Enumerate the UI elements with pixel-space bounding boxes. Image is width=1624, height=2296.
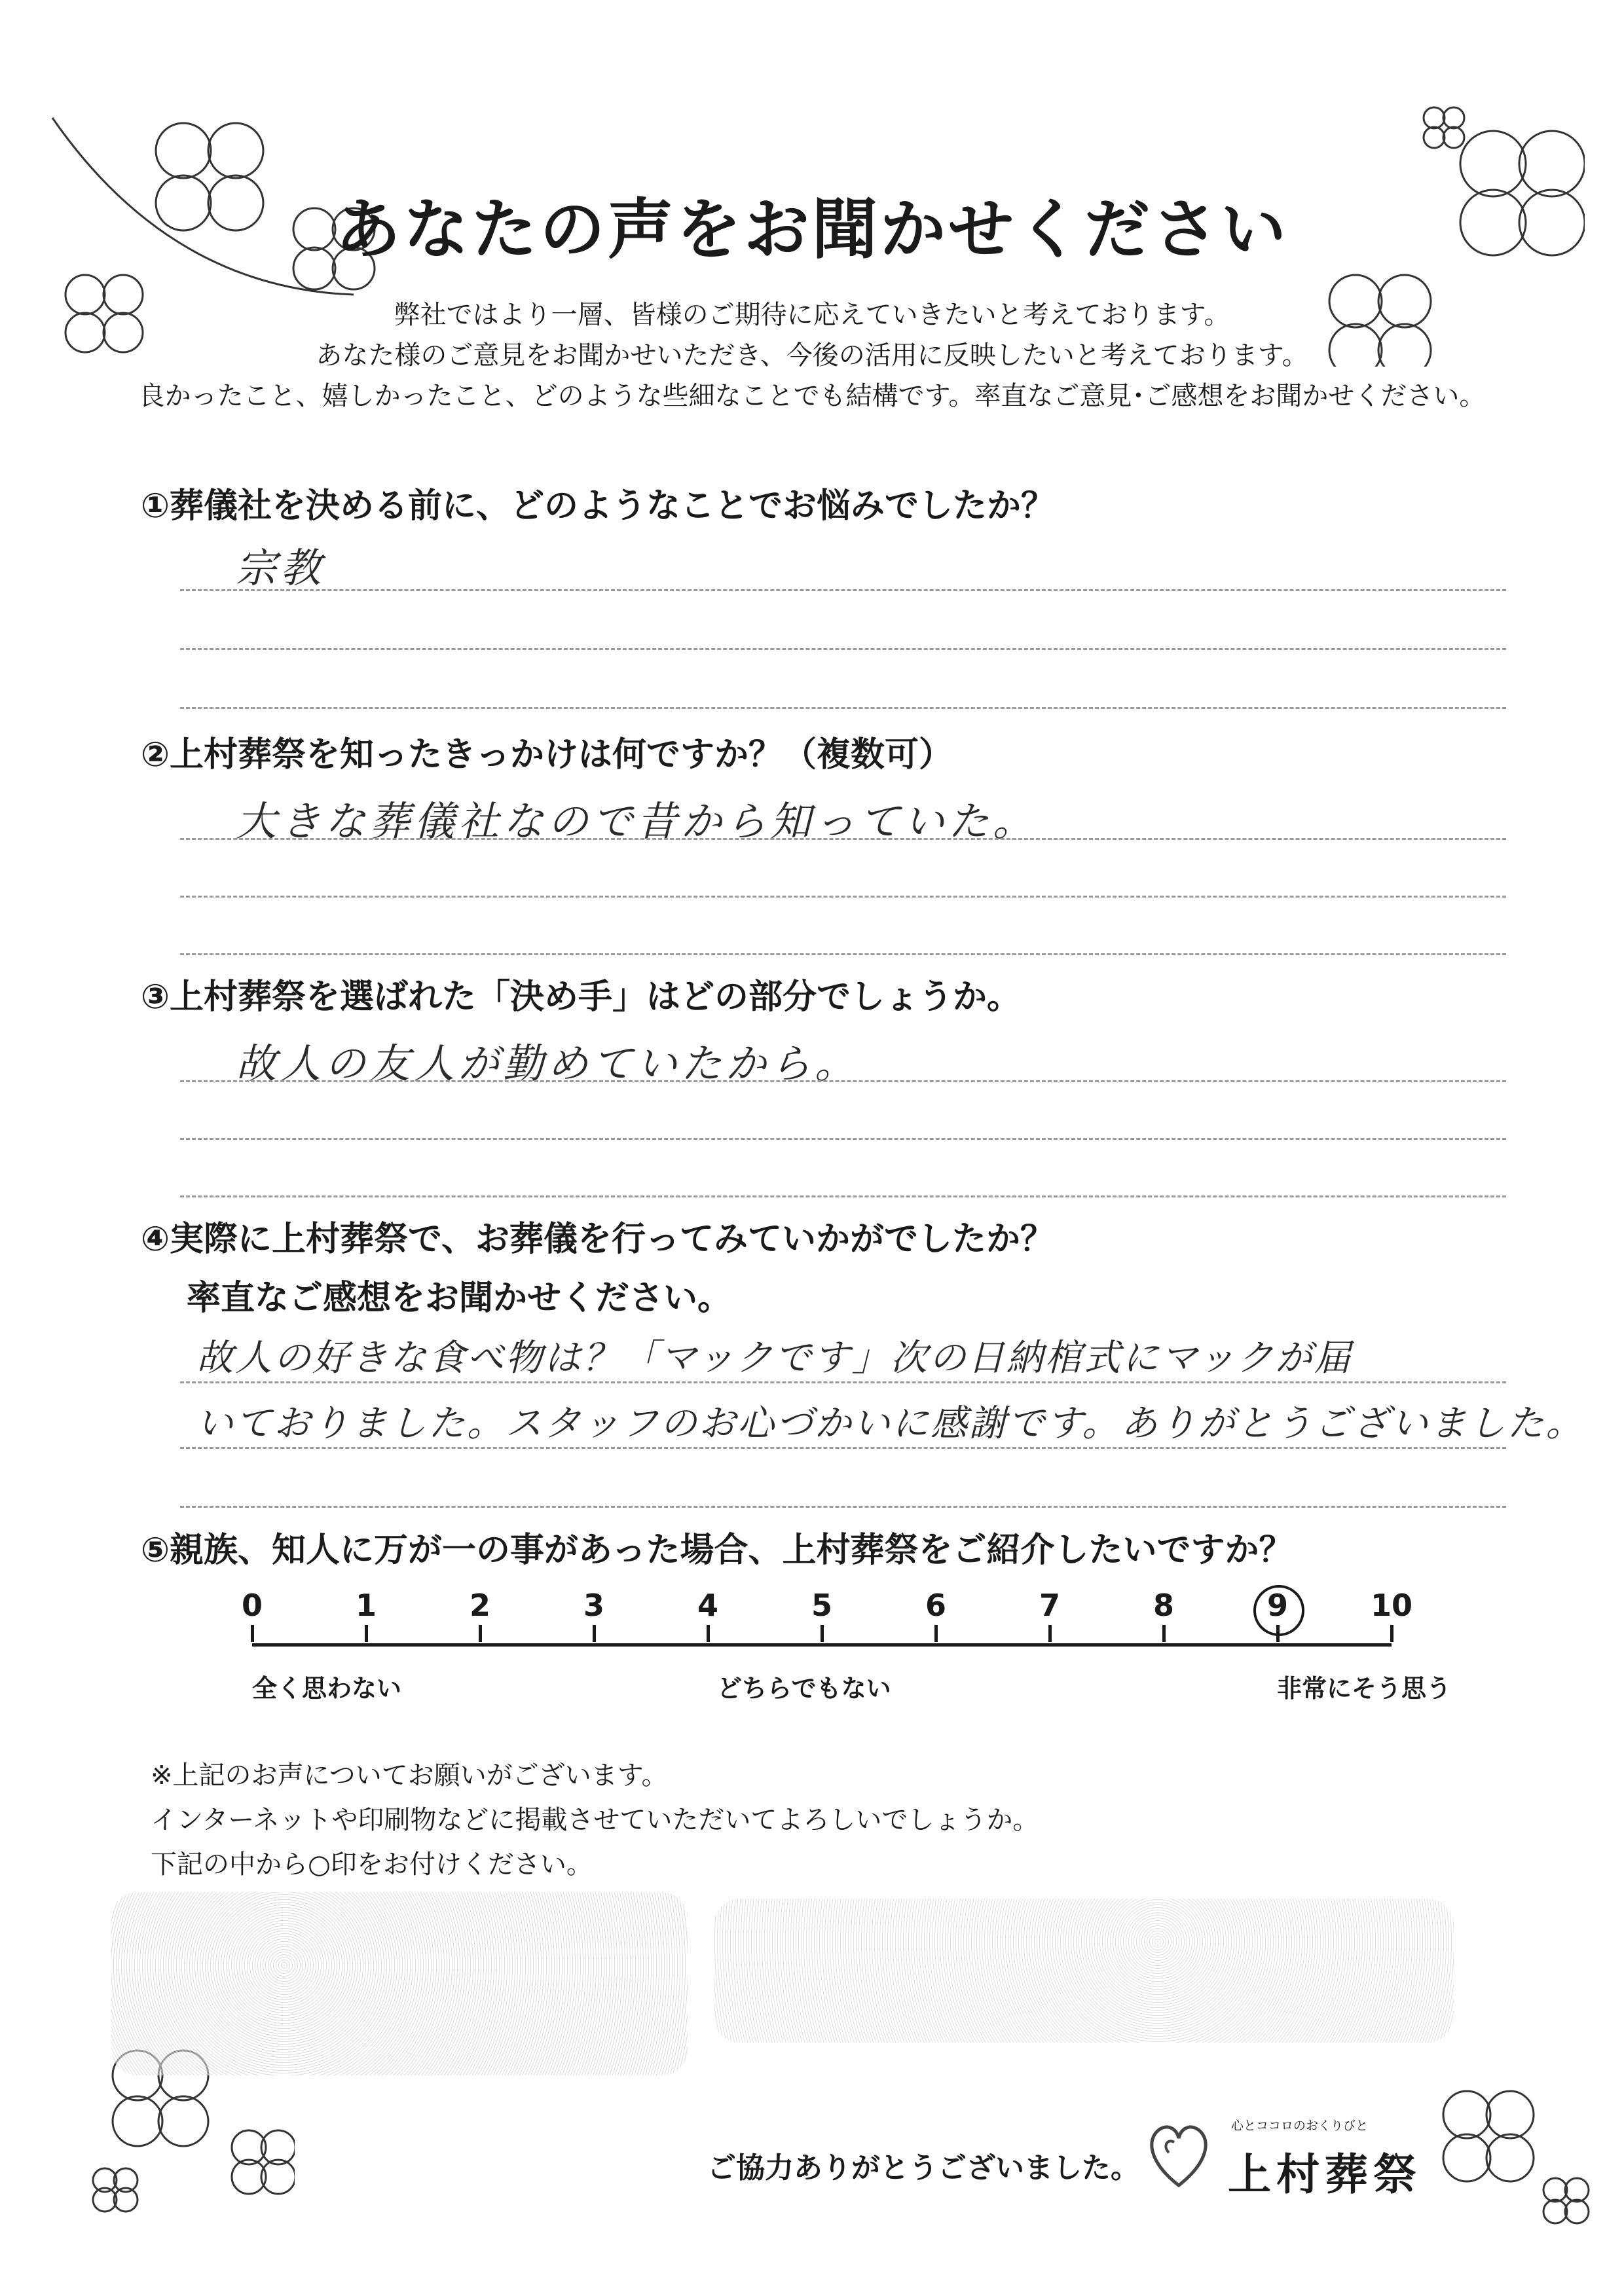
answer-rule <box>180 707 1506 709</box>
question-4-answer-line-1: 故人の好きな食べ物は？「マックです」次の日納棺式にマックが届 <box>196 1337 1353 1379</box>
question-2-answer-line-1: 大きな葬儀社なので昔から知っていた。 <box>236 797 1038 845</box>
scale-tick <box>1162 1625 1166 1642</box>
clover-decoration-bottom-right <box>1414 2056 1598 2226</box>
intro-line-2: あなた様のご意見をお聞かせいただき、今後の活用に反映したいと考えております。 <box>316 340 1308 371</box>
scale-tick <box>479 1625 482 1642</box>
note-line-1: ※上記のお声についてお願いがございます。 <box>151 1760 668 1791</box>
note-line-2: インターネットや印刷物などに掲載させていただいてよろしいでしょうか。 <box>151 1805 1039 1835</box>
scale-tick <box>1390 1625 1393 1642</box>
scale-tick <box>821 1625 824 1642</box>
answer-rule <box>180 838 1506 840</box>
speckle-band-right <box>714 1899 1454 2043</box>
scale-tick <box>593 1625 596 1642</box>
scale-number-0: 0 <box>241 1588 263 1623</box>
question-4-label-line-2: 率直なご感想をお聞かせください。 <box>187 1279 732 1318</box>
question-3-answer-line-1: 故人の友人が勤めていたから。 <box>236 1040 860 1087</box>
rating-scale-line <box>252 1643 1392 1647</box>
intro-line-1: 弊社ではより一層、皆様のご期待に応えていきたいと考えております。 <box>394 300 1230 330</box>
answer-rule <box>180 1195 1506 1197</box>
scale-label-high: 非常にそう思う <box>1277 1674 1452 1703</box>
answer-rule <box>180 1447 1506 1449</box>
scale-number-4: 4 <box>697 1588 718 1623</box>
scale-tick <box>934 1625 938 1642</box>
scale-number-6: 6 <box>925 1588 946 1623</box>
scale-label-low: 全く思わない <box>252 1674 402 1703</box>
question-5-label: ⑤親族、知人に万が一の事があった場合、上村葬祭をご紹介したいですか？ <box>141 1531 1293 1570</box>
answer-rule <box>180 1080 1506 1082</box>
scale-number-10: 10 <box>1370 1588 1412 1623</box>
answer-rule <box>180 589 1506 591</box>
scale-tick <box>707 1625 710 1642</box>
question-4-answer-line-2: いておりました。スタッフのお心づかいに感謝です。ありがとうございました。 <box>196 1402 1585 1445</box>
note-line-3: 下記の中から○印をお付けください。 <box>151 1850 593 1880</box>
thanks-message: ご協力ありがとうございました。 <box>707 2151 1139 2185</box>
scale-number-8: 8 <box>1153 1588 1174 1623</box>
speckle-band-left <box>111 1892 688 2075</box>
answer-rule <box>180 1381 1506 1383</box>
answer-rule <box>180 1138 1506 1140</box>
scale-number-1: 1 <box>355 1588 377 1623</box>
answer-rule <box>180 896 1506 898</box>
scale-number-2: 2 <box>469 1588 490 1623</box>
question-1-label: ①葬儀社を決める前に、どのようなことでお悩みでしたか？ <box>141 486 1056 526</box>
scale-number-3: 3 <box>583 1588 604 1623</box>
scale-label-mid: どちらでもない <box>717 1674 891 1703</box>
scale-tick <box>1048 1625 1052 1642</box>
scale-tick <box>251 1625 254 1642</box>
question-1-answer-line-1: 宗教 <box>236 544 325 592</box>
question-3-label: ③上村葬祭を選ばれた「決め手」はどの部分でしょうか。 <box>141 977 1022 1017</box>
logo-tagline: 心とココロのおくりびと <box>1231 2119 1369 2133</box>
page-title: あなたの声をお聞かせください <box>335 191 1289 268</box>
scale-number-5: 5 <box>811 1588 832 1623</box>
scale-number-9: 9 <box>1266 1588 1288 1623</box>
intro-line-3: 良かったこと、嬉しかったこと、どのような些細なことでも結構です。率直なご意見･ご感想をお聞かせください。 <box>138 381 1486 411</box>
question-2-label: ②上村葬祭を知ったきっかけは何ですか？（複数可） <box>141 735 953 774</box>
answer-rule <box>180 953 1506 955</box>
heart-logo-icon <box>1143 2113 1215 2192</box>
question-4-label: ④実際に上村葬祭で、お葬儀を行ってみていかがでしたか？ <box>141 1220 1054 1259</box>
selected-rating-circle <box>1253 1585 1304 1636</box>
logo-name: 上村葬祭 <box>1228 2149 1422 2200</box>
scale-number-7: 7 <box>1039 1588 1060 1623</box>
answer-rule <box>180 648 1506 650</box>
answer-rule <box>180 1506 1506 1508</box>
scale-tick <box>365 1625 368 1642</box>
